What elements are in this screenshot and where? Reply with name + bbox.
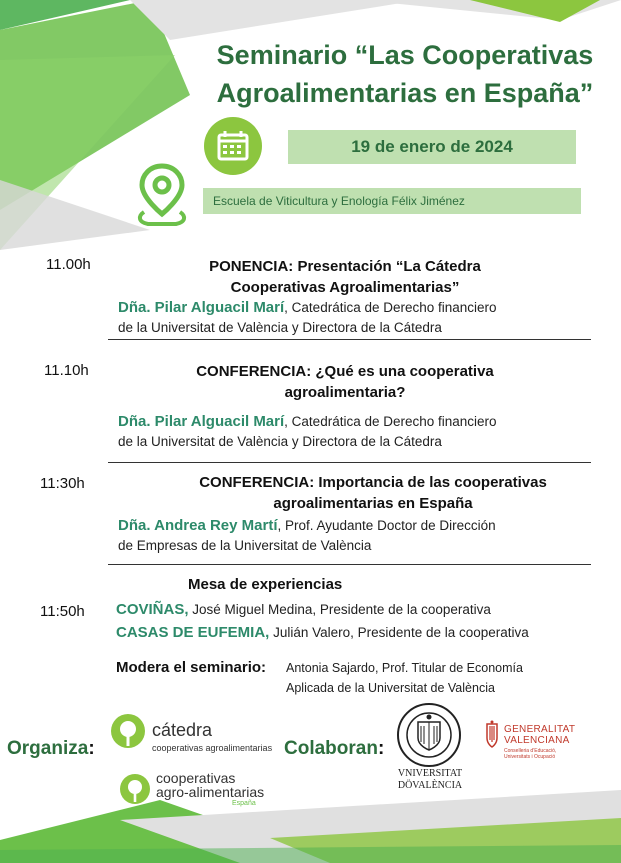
speaker-1 <box>118 298 598 338</box>
time-slot-1: 11.00h <box>46 256 91 273</box>
calendar-icon <box>203 116 263 176</box>
session-heading-3-line-1: CONFERENCIA: Importancia de las cooperativas <box>199 474 547 491</box>
mesa-item-1-name: COVIÑAS, <box>116 601 189 618</box>
moderator-label: Modera el seminario: <box>116 659 267 676</box>
mesa-heading: Mesa de experiencias <box>188 576 343 593</box>
cooperativas-logo <box>118 770 278 812</box>
speaker-3 <box>118 516 598 556</box>
mesa-item-2-detail: Julián Valero, Presidente de la cooperativa <box>269 625 529 640</box>
speaker-3-role-line-1: , Prof. Ayudante Doctor de Dirección <box>277 518 496 533</box>
moderator-line-2: Aplicada de la Universitat de València <box>286 681 495 695</box>
mesa-item-1 <box>116 600 606 620</box>
venue-label: Escuela de Viticultura y Enología Félix Jiménez <box>203 188 581 214</box>
speaker-1-role-line-1: , Catedrática de Derecho financiero <box>284 300 497 315</box>
catedra-logo-line-1: cátedra <box>152 720 213 740</box>
mesa-item-1-detail: José Miguel Medina, Presidente de la cooperativa <box>188 602 491 617</box>
time-slot-2: 11.10h <box>44 362 89 379</box>
page-title <box>190 36 620 112</box>
generalitat-line-4: Universitats i Ocupació <box>504 754 556 760</box>
session-heading-2-line-2: agroalimentaria? <box>284 384 406 401</box>
session-heading-1-line-1: PONENCIA: Presentación “La Cátedra <box>209 258 481 275</box>
generalitat-logo <box>484 718 604 768</box>
session-heading-3 <box>168 472 578 514</box>
speaker-2-role-line-2: de la Universitat de València y Directora de la Cátedra <box>118 434 442 449</box>
generalitat-line-2: VALENCIANA <box>504 735 570 746</box>
catedra-logo <box>108 712 288 762</box>
organiza-label <box>7 738 95 760</box>
speaker-1-role-line-2: de la Universitat de València y Directora de la Cátedra <box>118 320 442 335</box>
divider-1 <box>108 339 591 340</box>
divider-2 <box>108 462 591 463</box>
session-heading-2-line-1: CONFERENCIA: ¿Qué es una cooperativa <box>196 363 494 380</box>
university-name-line-1: VNIVERSITAT <box>397 768 463 779</box>
university-seal-icon <box>396 702 462 768</box>
universitat-valencia-logo <box>392 702 468 794</box>
session-heading-2 <box>170 361 520 403</box>
moderator-line-1: Antonia Sajardo, Prof. Titular de Economía <box>286 661 523 675</box>
colaboran-colon: : <box>377 738 385 759</box>
speaker-1-name: Dña. Pilar Alguacil Marí <box>118 299 285 316</box>
generalitat-emblem-icon <box>484 720 500 750</box>
speaker-2-name: Dña. Pilar Alguacil Marí <box>118 413 285 430</box>
time-slot-3: 11:30h <box>40 475 85 492</box>
title-line-1: Seminario “Las Cooperativas <box>216 40 594 70</box>
colaboran-text: Colaboran <box>284 738 378 759</box>
location-pin-icon <box>134 160 190 230</box>
catedra-logo-icon <box>108 712 148 752</box>
session-heading-1-line-2: Cooperativas Agroalimentarias” <box>230 279 460 296</box>
mesa-item-2-name: CASAS DE EUFEMIA, <box>116 624 270 641</box>
cooperativas-logo-line-2: agro-alimentarias <box>156 784 265 800</box>
speaker-2-role-line-1: , Catedrática de Derecho financiero <box>284 414 497 429</box>
catedra-logo-line-2: cooperativas agroalimentarias <box>152 743 273 753</box>
cooperativas-logo-line-1: cooperativas <box>156 770 236 786</box>
cooperativas-logo-icon <box>118 772 152 806</box>
title-line-2: Agroalimentarias en España” <box>216 78 594 108</box>
generalitat-line-3: Conselleria d’Educació, <box>504 748 557 754</box>
date-badge: 19 de enero de 2024 <box>288 130 576 164</box>
organiza-colon: : <box>88 738 95 759</box>
cooperativas-logo-line-3: España <box>232 800 256 807</box>
divider-3 <box>108 564 591 565</box>
speaker-3-name: Dña. Andrea Rey Martí <box>118 517 278 534</box>
moderator-info <box>286 658 606 698</box>
colaboran-label <box>284 738 384 760</box>
generalitat-line-1: GENERALITAT <box>504 724 576 735</box>
speaker-3-role-line-2: de Empresas de la Universitat de València <box>118 538 372 553</box>
time-slot-4: 11:50h <box>40 603 85 620</box>
speaker-2 <box>118 412 598 452</box>
session-heading-3-line-2: agroalimentarias en España <box>273 495 473 512</box>
mesa-item-2 <box>116 623 606 643</box>
session-heading-1 <box>170 256 520 298</box>
university-name-line-2: DÖVALÈNCIA <box>397 780 463 791</box>
organiza-text: Organiza <box>7 738 89 759</box>
